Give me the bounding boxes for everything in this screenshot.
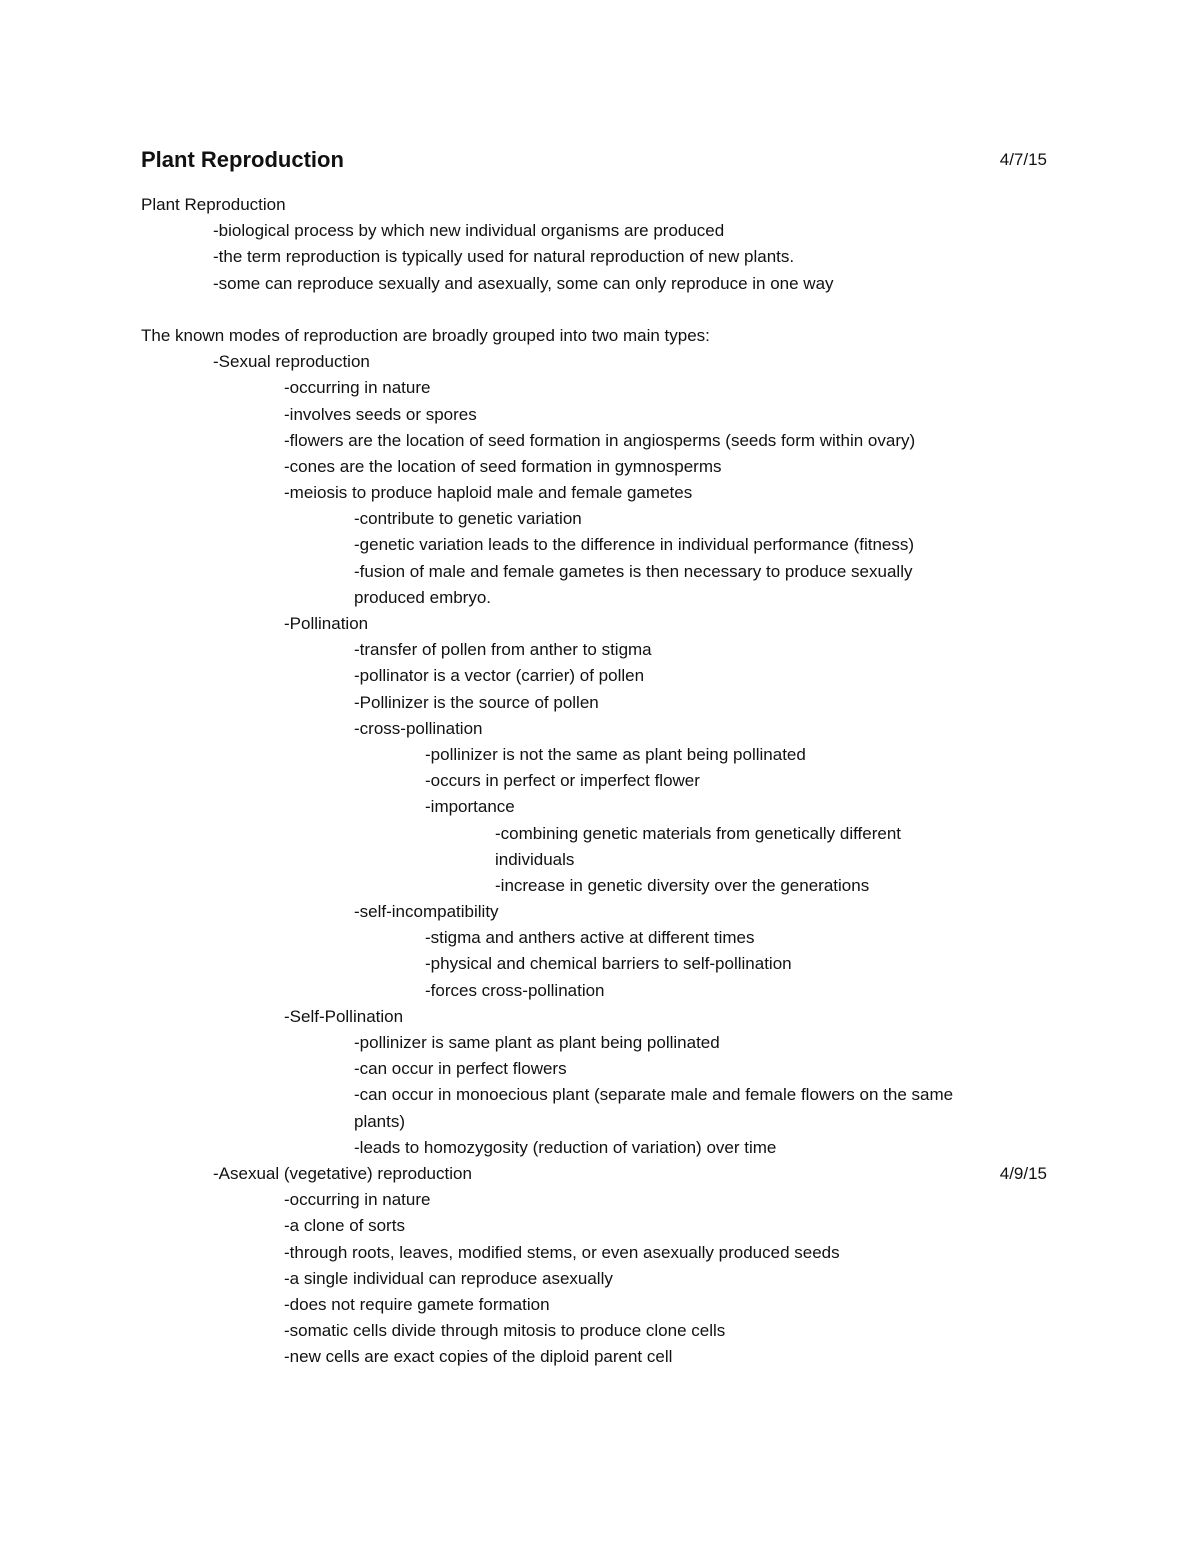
note-line: -contribute to genetic variation xyxy=(354,509,582,529)
note-line: -Sexual reproduction xyxy=(213,352,370,372)
note-line: -combining genetic materials from genetically different xyxy=(495,823,901,843)
note-line: -importance xyxy=(425,797,515,817)
note-line: -pollinizer is same plant as plant being pollinated xyxy=(354,1033,720,1052)
note-line: produced embryo. xyxy=(354,587,492,607)
note-line: -pollinator is a vector (carrier) of pollen xyxy=(354,666,645,686)
blank-line xyxy=(141,297,1047,323)
note-line: -fusion of male and female gametes is then necessary to produce sexually xyxy=(354,561,913,581)
note-line: -somatic cells divide through mitosis to produce clone cells xyxy=(284,1321,726,1341)
note-line-text: -Asexual (vegetative) reproduction xyxy=(213,1163,472,1183)
note-line: -transfer of pollen from anther to stigma xyxy=(354,640,652,660)
note-line: -can occur in monoecious plant (separate male and female flowers on the same xyxy=(354,1085,954,1105)
note-line: -can occur in perfect flowers xyxy=(354,1059,567,1079)
page-title: Plant Reproduction xyxy=(141,147,344,172)
note-line: plants) xyxy=(354,1111,406,1131)
notes-body xyxy=(141,192,1047,1370)
note-line: -stigma and anthers active at different times xyxy=(425,928,755,948)
note-line: -occurring in nature xyxy=(284,378,431,398)
note-line: -through roots, leaves, modified stems, or even asexually produced seeds xyxy=(284,1242,840,1262)
note-line: -increase in genetic diversity over the generations xyxy=(495,875,870,895)
note-line: -self-incompatibility xyxy=(354,902,499,922)
note-line: -the term reproduction is typically used for natural reproduction of new plants. xyxy=(213,247,795,267)
note-line: -meiosis to produce haploid male and female gametes xyxy=(284,483,693,503)
note-line-with-date xyxy=(141,1161,1047,1187)
title-date: 4/7/15 xyxy=(999,150,1047,169)
note-line: -flowers are the location of seed formation in angiosperms (seeds form within ovary) xyxy=(284,430,916,450)
note-line: -a single individual can reproduce asexually xyxy=(284,1268,613,1288)
note-line: -Self-Pollination xyxy=(284,1006,404,1026)
note-line: -forces cross-pollination xyxy=(425,980,605,1000)
note-line: -cross-pollination xyxy=(354,718,483,738)
section-date: 4/9/15 xyxy=(999,1163,1047,1183)
note-line: -a clone of sorts xyxy=(284,1216,405,1236)
note-line: -genetic variation leads to the difference in individual performance (fitness) xyxy=(354,535,915,555)
note-line: -involves seeds or spores xyxy=(284,404,477,424)
note-line: -biological process by which new individual organisms are produced xyxy=(213,221,725,241)
note-line: individuals xyxy=(495,849,575,869)
note-line: -Pollinizer is the source of pollen xyxy=(354,692,599,712)
title-row xyxy=(141,144,1047,176)
note-line: -occurs in perfect or imperfect flower xyxy=(425,771,700,791)
note-line: -occurring in nature xyxy=(284,1190,431,1210)
note-line: The known modes of reproduction are broadly grouped into two main types: xyxy=(141,325,710,345)
note-line: -does not require gamete formation xyxy=(284,1294,550,1314)
note-line: -leads to homozygosity (reduction of variation) over time xyxy=(354,1137,777,1157)
note-line: -pollinizer is not the same as plant being pollinated xyxy=(425,744,806,764)
note-line: -new cells are exact copies of the diploid parent cell xyxy=(284,1347,673,1367)
note-line: Plant Reproduction xyxy=(141,195,286,214)
note-line: -some can reproduce sexually and asexually, some can only reproduce in one way xyxy=(213,273,834,293)
note-line: -Pollination xyxy=(284,614,369,633)
note-line: -physical and chemical barriers to self-pollination xyxy=(425,954,792,974)
note-line: -cones are the location of seed formation in gymnosperms xyxy=(284,456,722,476)
